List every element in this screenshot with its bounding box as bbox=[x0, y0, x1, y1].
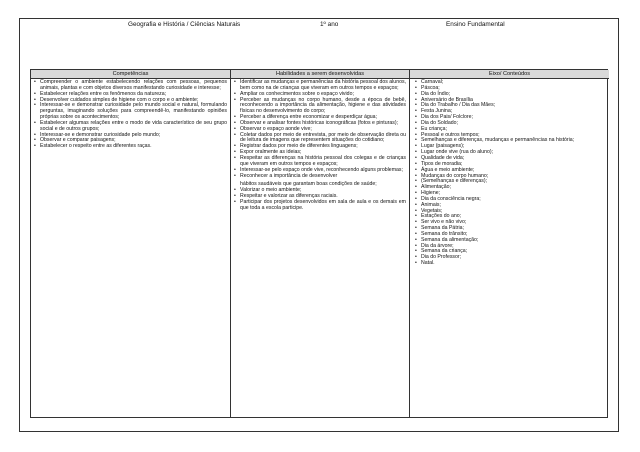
competencias-list bbox=[31, 79, 230, 150]
list-item: • Semana da Pátria; bbox=[421, 226, 606, 232]
list-item: • Interessar-se e demonstrar curiosidade pelo mundo; bbox=[40, 133, 227, 139]
list-item: • Interessar-se e demonstrar curiosidade pelo mundo social e natural, formulando perguntas, imaginando soluções para compreendê-lo, manifestando opiniões próprias sobre os acontecimentos; bbox=[40, 103, 227, 121]
list-item: • Expor oralmente as ideias; bbox=[240, 150, 406, 156]
list-item: • Qualidade de vida; bbox=[421, 156, 606, 162]
list-item: • Reconhecer a importância de desenvolver bbox=[240, 174, 406, 180]
list-item: • Dia da consciência negra; bbox=[421, 197, 606, 203]
list-item: • Estações do ano; bbox=[421, 214, 606, 220]
list-item: • Dia do Professor; bbox=[421, 255, 606, 261]
list-item: • Respeitar as diferenças na história pessoal dos colegas e de crianças que viveram em outros tempos e espaços; bbox=[240, 156, 406, 168]
list-item: • Ampliar os conhecimentos sobre o espaço vivido; bbox=[240, 92, 406, 98]
list-item: • Alimentação; bbox=[421, 185, 606, 191]
list-item: • Páscoa; bbox=[421, 86, 606, 92]
list-item: • Participar dos projetos desenvolvidos em sala de aula e os demais em que toda a escola participe. bbox=[240, 200, 406, 212]
list-item: • Estabelecer algumas relações entre o modo de vida característico de seu grupo social e de outros grupos; bbox=[40, 121, 227, 133]
list-item: • (Semelhanças e diferenças); bbox=[421, 179, 606, 185]
list-item: • Observar e comparar paisagens; bbox=[40, 138, 227, 144]
list-item: • Dia do Trabalho / Dia das Mães; bbox=[421, 103, 606, 109]
list-item: • Carnaval; bbox=[421, 80, 606, 86]
list-item: • Semelhanças e diferenças, mudanças e permanências na história; bbox=[421, 138, 606, 144]
list-item: • Registrar dados por meio de diferentes linguagens; bbox=[240, 144, 406, 150]
list-item: • Observar e analisar fontes históricas iconográficas (fotos e pinturas); bbox=[240, 121, 406, 127]
list-item: • Semana da alimentação; bbox=[421, 238, 606, 244]
list-item: • Eu criança; bbox=[421, 127, 606, 133]
list-item: • Desenvolver cuidados simples de higiene com o corpo e o ambiente; bbox=[40, 98, 227, 104]
curriculum-table bbox=[30, 69, 608, 418]
list-item: • Ser vivo e não vivo; bbox=[421, 220, 606, 226]
list-item: • Estabelecer o respeito entre as diferentes raças. bbox=[40, 144, 227, 150]
list-item: • Estabelecer relações entre os fenômenos da natureza; bbox=[40, 92, 227, 98]
list-item: • Perceber as mudanças no corpo humano, desde a época de bebê, reconhecendo a importância da alimentação, higiene e das atividades físicas no desenvolvimento do corpo; bbox=[240, 98, 406, 116]
list-item: • Perceber a diferença entre economizar e desperdiçar água; bbox=[240, 115, 406, 121]
list-item: • Aniversário de Brasília bbox=[421, 98, 606, 104]
habilidades-header: Habilidades a serem desenvolvidas bbox=[231, 70, 409, 79]
list-item: • Água e meio ambiente; bbox=[421, 168, 606, 174]
list-item: • Animais; bbox=[421, 203, 606, 209]
list-item: • Higiene; bbox=[421, 191, 606, 197]
list-item: • Observar o espaço aonde vive; bbox=[240, 127, 406, 133]
competencias-header: Competências bbox=[31, 70, 230, 79]
list-item: • Vegetais; bbox=[421, 209, 606, 215]
eixo-header: Eixo/ Conteúdos bbox=[410, 70, 609, 79]
list-item: • Pessoal e outros tempos; bbox=[421, 133, 606, 139]
eixo-list bbox=[410, 79, 609, 267]
list-item: • Dia do Soldado; bbox=[421, 121, 606, 127]
list-item: • Dia do Índio; bbox=[421, 92, 606, 98]
list-item: • Interessar-se pelo espaço onde vive, reconhecendo alguns problemas; bbox=[240, 168, 406, 174]
grade-label: 1º ano bbox=[320, 21, 339, 28]
list-item: • Natal. bbox=[421, 261, 606, 267]
competencias-column bbox=[31, 70, 230, 417]
list-item: • Dia dos Pais/ Folclore; bbox=[421, 115, 606, 121]
list-item-continuation: hábitos saudáveis que garantam boas condições de saúde; bbox=[240, 181, 377, 188]
list-item: • Lugar (paisagens); bbox=[421, 144, 606, 150]
list-item: • Respeitar e valorizar as diferenças raciais. bbox=[240, 194, 406, 200]
habilidades-list bbox=[231, 79, 409, 212]
list-item: • Identificar as mudanças e permanências da história pessoal dos alunos, bem como na de crianças que viveram em outros tempos e espaços; bbox=[240, 80, 406, 92]
list-item: • Semana da criança; bbox=[421, 249, 606, 255]
list-item: • Festa Junina; bbox=[421, 109, 606, 115]
list-item: • Dia da árvore; bbox=[421, 244, 606, 250]
list-item: • Semana do trânsito; bbox=[421, 232, 606, 238]
list-item: • Lugar onde vive (rua do aluno); bbox=[421, 150, 606, 156]
level-label: Ensino Fundamental bbox=[446, 21, 505, 28]
eixo-column bbox=[409, 70, 609, 417]
list-item: • Compreender o ambiente estabelecendo relações com pessoas, pequenos animais, plantas e com objetos diversos manifestando curiosidade e interesse; bbox=[40, 80, 227, 92]
habilidades-column bbox=[230, 70, 409, 417]
list-item: • Mudanças do corpo humano; bbox=[421, 174, 606, 180]
list-item: • Coletar dados por meio de entrevista, por meio de observação direta ou de leitura de imagens que representem situações do cotidiano; bbox=[240, 133, 406, 145]
list-item: • Valorizar o meio ambiente; bbox=[240, 188, 406, 194]
list-item: • Tipos de moradia; bbox=[421, 162, 606, 168]
subject-title: Geografia e História / Ciências Naturais bbox=[128, 21, 241, 28]
